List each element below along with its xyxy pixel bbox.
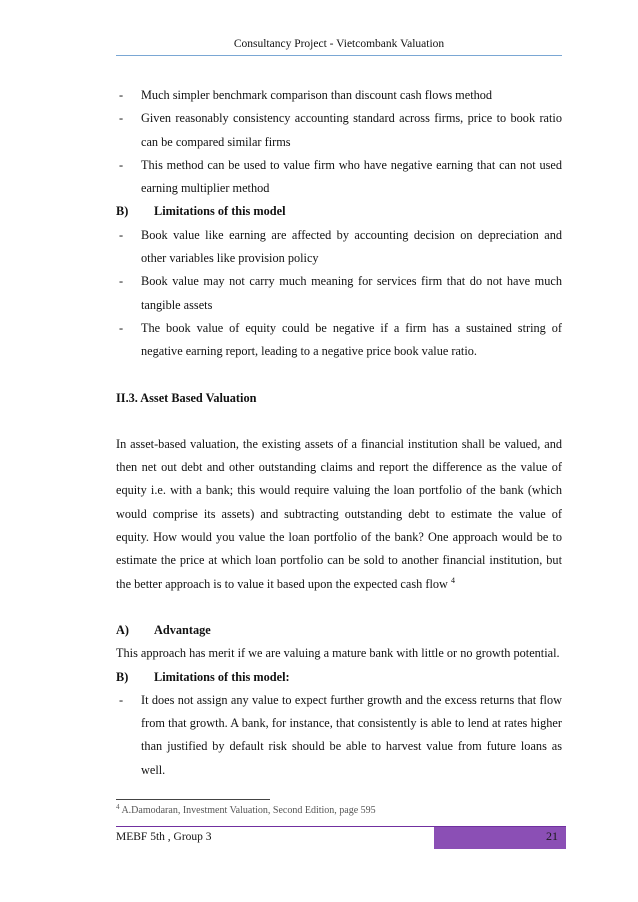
- bullet-dash: -: [119, 274, 124, 289]
- bullet-dash: -: [119, 88, 124, 102]
- page-body: [116, 84, 562, 782]
- section-heading-ii3: [116, 387, 562, 410]
- list-item-text: The book value of equity could be negative if a firm has a sustained string of negative earning report, leading to a negative price book value ratio.: [141, 320, 562, 359]
- section-title: Advantage: [154, 622, 211, 637]
- list-item-text: It does not assign any value to expect further growth and the excess returns that flow from that growth. A bank, for instance, that consistently is able to lend at rates higher than justified by default risk should be able to harvest value from future loans as well.: [141, 692, 562, 777]
- section-label: A): [116, 622, 129, 637]
- list-item: [116, 270, 562, 317]
- list-item-text: This method can be used to value firm who have negative earning that can not used earning multiplier method: [141, 157, 562, 196]
- list-item: [116, 317, 562, 364]
- footnote: [116, 805, 376, 816]
- section-heading: [116, 200, 562, 223]
- list-item: [116, 224, 562, 271]
- section-heading: [116, 619, 562, 642]
- section-label: B): [116, 669, 129, 684]
- list-item-text: Much simpler benchmark comparison than discount cash flows method: [141, 88, 493, 102]
- footnote-text: A.Damodaran, Investment Valuation, Second Edition, page 595: [121, 805, 376, 816]
- list-item-text: Book value may not carry much meaning for services firm that do not have much tangible assets: [141, 274, 562, 312]
- list-item: [116, 107, 562, 154]
- list-item: [116, 689, 562, 782]
- footnote-rule: [116, 799, 270, 800]
- bullet-dash: -: [119, 692, 124, 707]
- section-label: B): [116, 204, 129, 219]
- section-title: Limitations of this model:: [154, 669, 290, 684]
- paragraph-advantage: This approach has merit if we are valuing a mature bank with little or no growth potential.: [116, 646, 560, 661]
- section-title: Limitations of this model: [154, 204, 286, 219]
- paragraph-asset-valuation: [116, 433, 562, 596]
- footnote-ref: 4: [450, 575, 455, 585]
- header-rule: [116, 55, 562, 56]
- paragraph-text: In asset-based valuation, the existing assets of a financial institution shall be valued, and then net out debt and other outstanding claims and report the difference as the value of equity i.e. with a bank; this would require valuing the loan portfolio of the bank (which would comprise its assets) and subtracting outstanding debt to estimate the value of equity. How would you value the loan portfolio of the bank? One approach would be to estimate the price at which loan portfolio can be sold to another financial institution, but the better approach is to value it based upon the expected cash flow: [116, 436, 562, 591]
- bullet-dash: -: [119, 111, 124, 126]
- page-number: 21: [546, 829, 558, 843]
- list-item-text: Book value like earning are affected by accounting decision on depreciation and other variables like provision policy: [141, 227, 562, 266]
- section-title: II.3. Asset Based Valuation: [116, 390, 257, 405]
- bullet-dash: -: [119, 320, 124, 335]
- section-heading: [116, 666, 562, 689]
- page-footer: [116, 826, 566, 850]
- page-header: Consultancy Project - Vietcombank Valuation: [233, 38, 445, 50]
- list-item: [116, 154, 562, 201]
- bullet-dash: -: [119, 227, 124, 242]
- list-item: [116, 84, 562, 107]
- footer-left-text: MEBF 5th , Group 3: [116, 831, 212, 843]
- bullet-dash: -: [119, 157, 124, 172]
- footnote-number: 4: [116, 803, 120, 811]
- list-item-text: Given reasonably consistency accounting standard across firms, price to book ratio can be compared similar firms: [141, 111, 562, 149]
